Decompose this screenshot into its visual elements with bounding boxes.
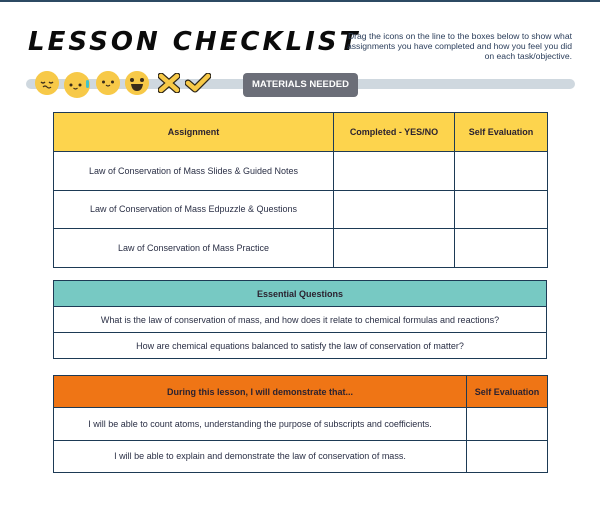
question-cell: How are chemical equations balanced to satisfy the law of conservation of matter? <box>54 333 547 359</box>
page-title: LESSON CHECKLIST <box>28 27 361 57</box>
table-header-row <box>54 376 548 408</box>
assignment-cell: Law of Conservation of Mass Practice <box>54 229 334 268</box>
objectives-table <box>53 375 548 473</box>
completed-drop-box[interactable] <box>334 152 455 191</box>
evaluation-drop-box[interactable] <box>455 190 548 229</box>
checkmark-icon[interactable] <box>185 73 211 93</box>
header-objective: During this lesson, I will demonstrate that... <box>54 376 467 408</box>
table-header-row <box>54 281 547 307</box>
evaluation-drop-box[interactable] <box>467 440 548 473</box>
instructions-text: Drag the icons on the line to the boxes below to show what assignments you have completed and how you feel you did on each task/objective. <box>346 31 572 61</box>
table-row <box>54 408 548 441</box>
neutral-face-icon[interactable] <box>96 71 120 95</box>
table-header-row <box>54 113 548 152</box>
evaluation-drop-box[interactable] <box>467 408 548 441</box>
materials-needed-button[interactable]: MATERIALS NEEDED <box>243 73 358 97</box>
happy-face-icon[interactable] <box>125 71 149 95</box>
table-row <box>54 190 548 229</box>
table-row <box>54 229 548 268</box>
question-cell: What is the law of conservation of mass, and how does it relate to chemical formulas and reactions? <box>54 307 547 333</box>
header-self-evaluation: Self Evaluation <box>455 113 548 152</box>
table-row <box>54 152 548 191</box>
essential-questions-table <box>53 280 547 359</box>
assignments-table <box>53 112 548 268</box>
header-completed: Completed - YES/NO <box>334 113 455 152</box>
table-row <box>54 333 547 359</box>
header-self-evaluation: Self Evaluation <box>467 376 548 408</box>
table-row <box>54 440 548 473</box>
header-assignment: Assignment <box>54 113 334 152</box>
completed-drop-box[interactable] <box>334 229 455 268</box>
sad-face-icon[interactable] <box>35 71 59 95</box>
objective-cell: I will be able to count atoms, understanding the purpose of subscripts and coefficients. <box>54 408 467 441</box>
completed-drop-box[interactable] <box>334 190 455 229</box>
x-mark-icon[interactable] <box>158 73 180 93</box>
table-row <box>54 307 547 333</box>
top-border <box>0 0 600 2</box>
objective-cell: I will be able to explain and demonstrate the law of conservation of mass. <box>54 440 467 473</box>
header-essential-questions: Essential Questions <box>54 281 547 307</box>
assignment-cell: Law of Conservation of Mass Slides & Guided Notes <box>54 152 334 191</box>
nervous-face-icon[interactable] <box>64 72 90 98</box>
evaluation-drop-box[interactable] <box>455 152 548 191</box>
evaluation-drop-box[interactable] <box>455 229 548 268</box>
assignment-cell: Law of Conservation of Mass Edpuzzle & Questions <box>54 190 334 229</box>
